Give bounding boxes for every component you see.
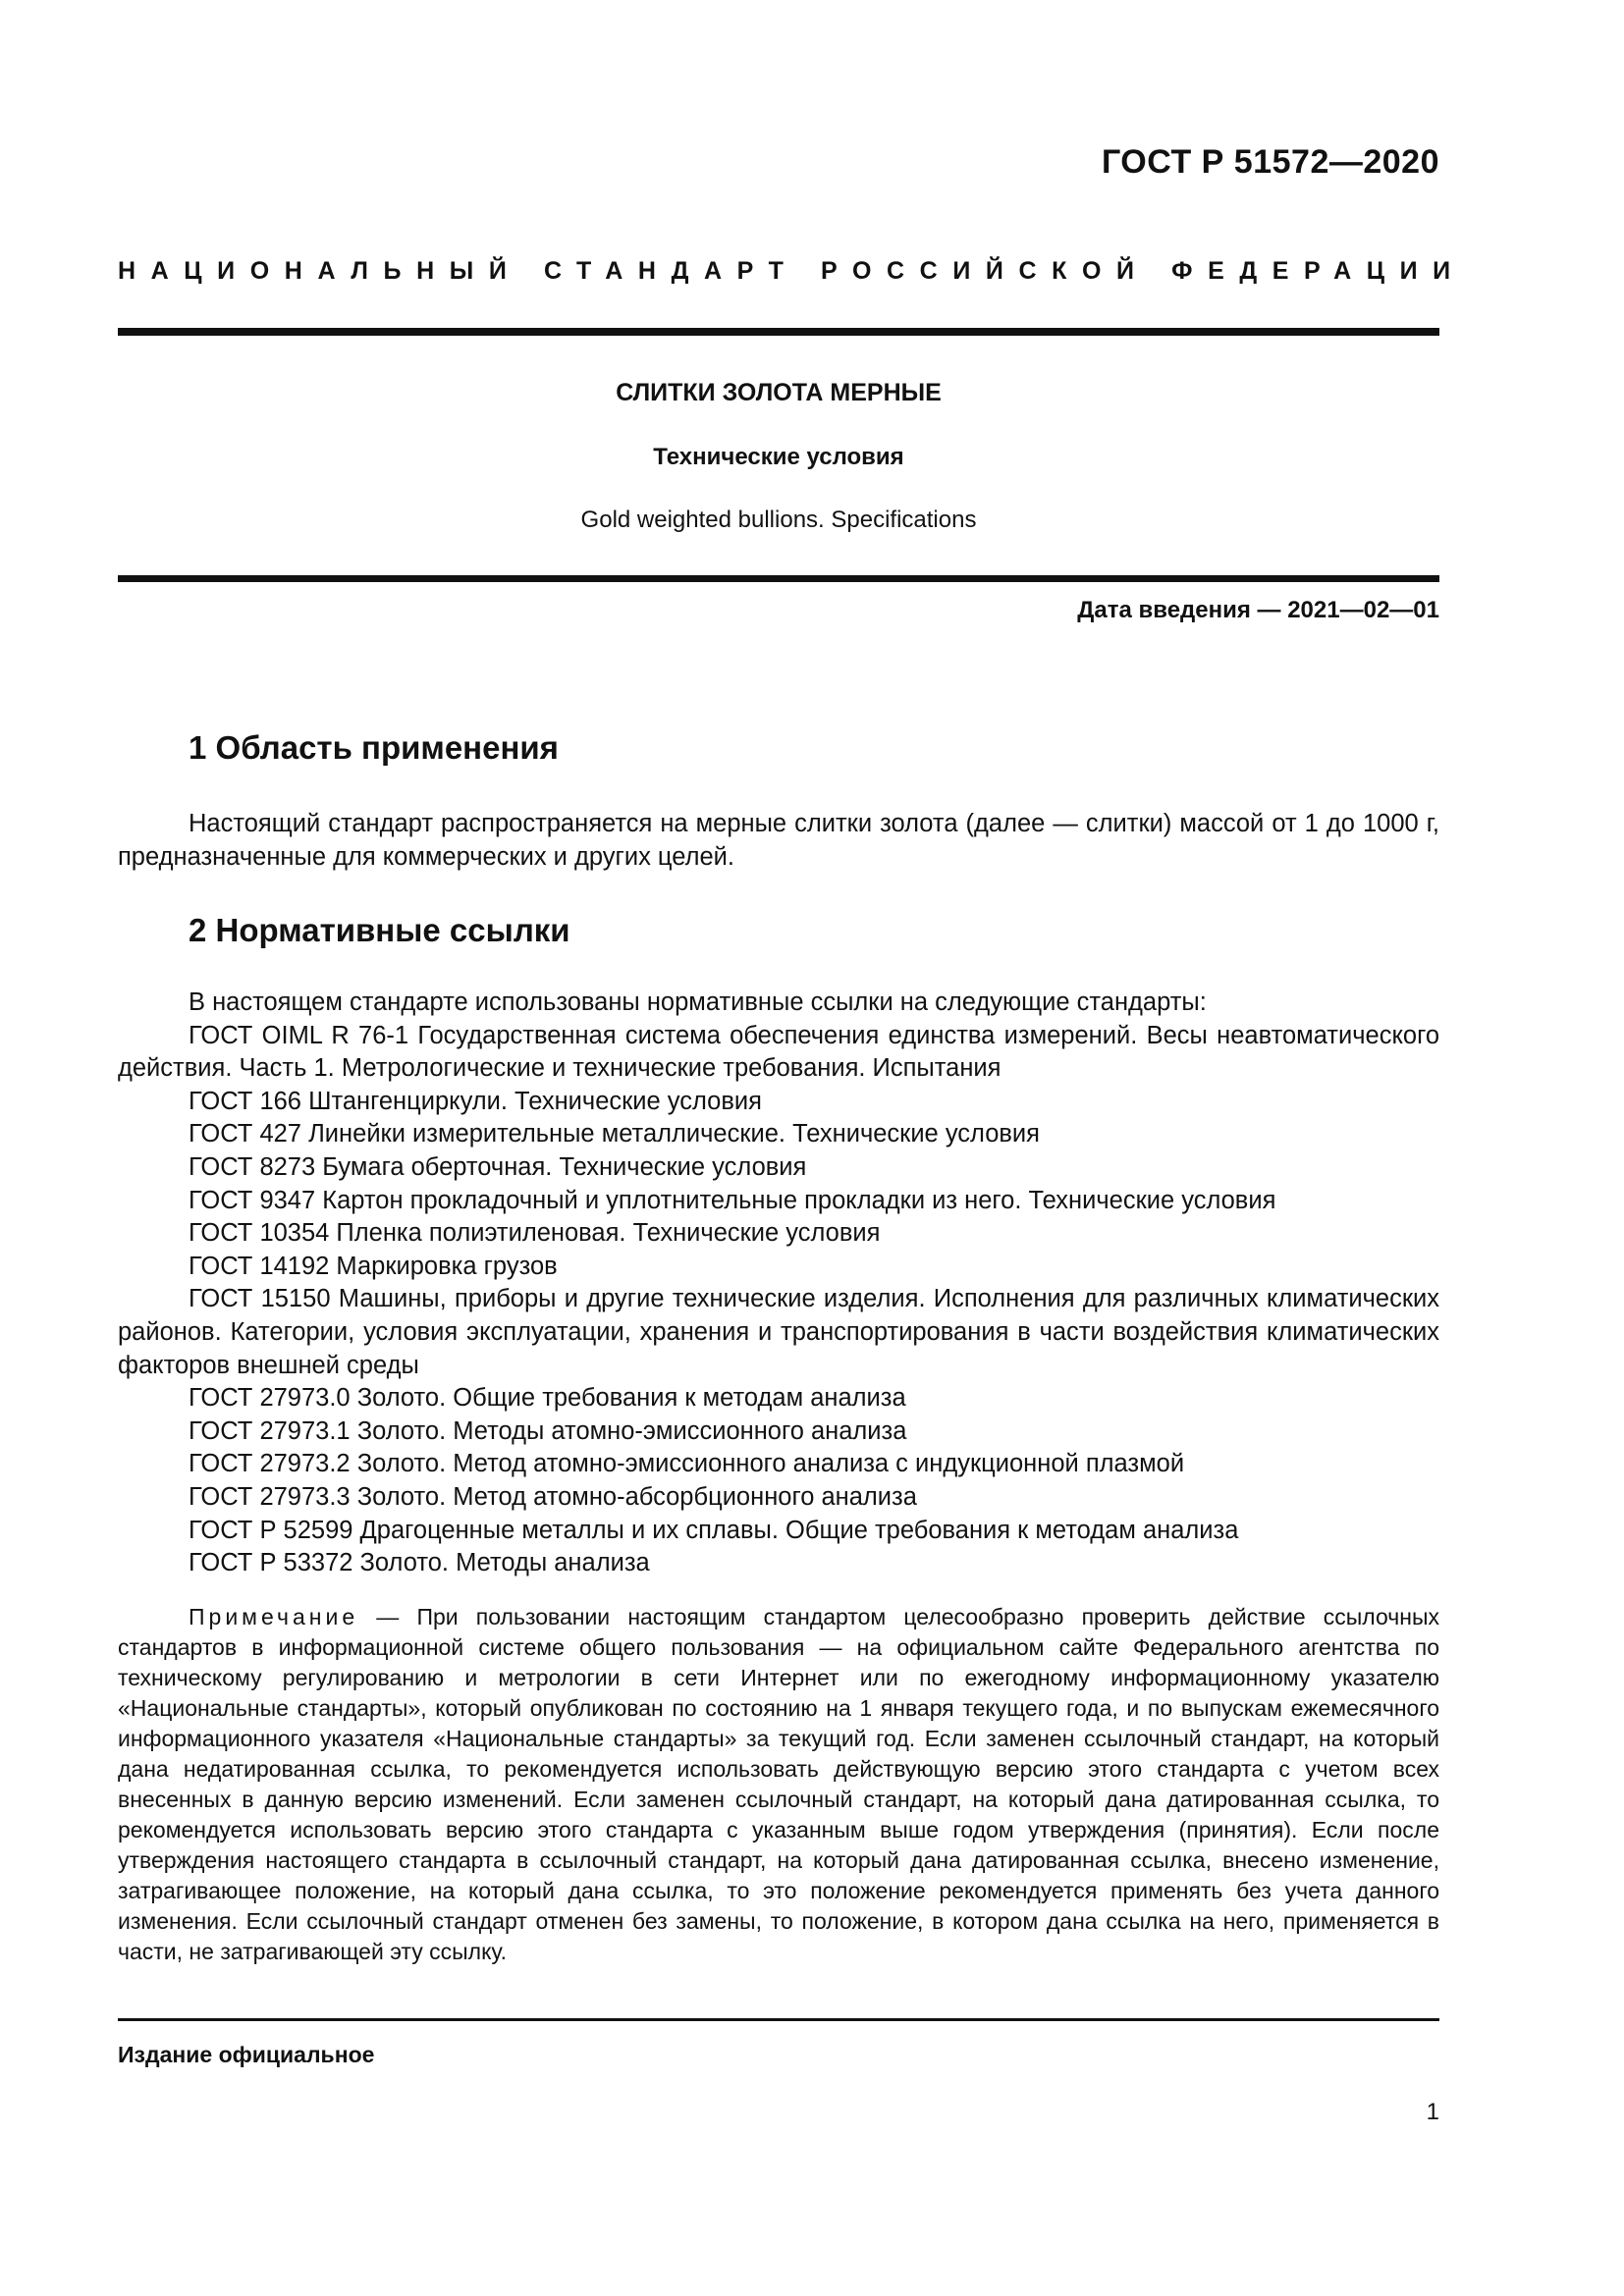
section-1-heading: 1 Область применения	[189, 729, 559, 766]
note-label: Примечание	[189, 1603, 359, 1629]
reference-note	[118, 1602, 1439, 1967]
national-standard-title-text: НАЦИОНАЛЬНЫЙ СТАНДАРТ РОССИЙСКОЙ ФЕДЕРАЦИИ	[118, 257, 1466, 285]
official-edition-label: Издание официальное	[118, 2042, 375, 2067]
reference-item: ГОСТ 8273 Бумага оберточная. Технические условия	[189, 1152, 807, 1181]
introduction-date: Дата введения — 2021—02—01	[1077, 597, 1439, 623]
reference-item: ГОСТ 27973.3 Золото. Метод атомно-абсорбционного анализа	[189, 1482, 917, 1511]
reference-item: ГОСТ 27973.2 Золото. Метод атомно-эмиссионного анализа с индукционной плазмой	[189, 1450, 1185, 1478]
page-number: 1	[1426, 2099, 1439, 2125]
reference-item: ГОСТ 10354 Пленка полиэтиленовая. Технические условия	[189, 1219, 881, 1248]
note-text: — При пользовании настоящим стандартом целесообразно проверить действие ссылочных стандартов в информационной системе общего пользования — на официальном сайте Федерального агентства по техническому регулированию и метрологии в сети Интернет или по ежегодному информационному указателю «Национальные стандарты», который опубликован по состоянию на 1 января текущего года, и по выпускам ежемесячного информационного указателя «Национальные стандарты» за текущий год. Если заменен ссылочный стандарт, на который дана недатированная ссылка, то рекомендуется использовать действующую версию этого стандарта с учетом всех внесенных в данную версию изменений. Если заменен ссылочный стандарт, на который дана датированная ссылка, то рекомендуется использовать версию этого стандарта с указанным выше годом утверждения (принятия). Если после утверждения настоящего стандарта в ссылочный стандарт, на который дана датированная ссылка, внесено изменение, затрагивающее положение, на который дана ссылка, то это положение рекомендуется применять без учета данного изменения. Если ссылочный стандарт отменен без замены, то положение, в котором дана ссылка на него, применяется в части, не затрагивающей эту ссылку.	[118, 1603, 1439, 1964]
standard-name: СЛИТКИ ЗОЛОТА МЕРНЫЕ	[616, 379, 942, 406]
reference-item: ГОСТ 15150 Машины, приборы и другие технические изделия. Исполнения для различных климатических районов. Категории, условия эксплуатации, хранения и транспортирования в части воздействия климатических факторов внешней среды	[118, 1285, 1439, 1379]
reference-item: ГОСТ 166 Штангенциркули. Технические условия	[189, 1087, 762, 1115]
reference-item: ГОСТ 9347 Картон прокладочный и уплотнительные прокладки из него. Технические условия	[189, 1186, 1276, 1214]
section-2-intro: В настоящем стандарте использованы нормативные ссылки на следующие стандарты:	[189, 988, 1207, 1016]
title-rule	[118, 575, 1439, 582]
reference-item: ГОСТ Р 52599 Драгоценные металлы и их сплавы. Общие требования к методам анализа	[189, 1516, 1239, 1544]
reference-item: ГОСТ Р 53372 Золото. Методы анализа	[189, 1549, 650, 1577]
document-body	[118, 724, 1439, 1967]
standard-subtitle: Технические условия	[653, 444, 904, 470]
standard-english-title: Gold weighted bullions. Specifications	[580, 507, 977, 533]
section-1-text: Настоящий стандарт распространяется на мерные слитки золота (далее — слитки) массой от 1 до 1000 г, предназначенные для коммерческих и других целей.	[118, 810, 1439, 871]
reference-item: ГОСТ 27973.1 Золото. Методы атомно-эмиссионного анализа	[189, 1416, 907, 1445]
reference-item: ГОСТ 27973.0 Золото. Общие требования к методам анализа	[189, 1384, 906, 1413]
document-code: ГОСТ Р 51572—2020	[1101, 143, 1439, 181]
reference-item: ГОСТ 427 Линейки измерительные металлические. Технические условия	[189, 1120, 1040, 1148]
footer-rule	[118, 2018, 1439, 2021]
national-standard-title	[118, 257, 1466, 286]
reference-item: ГОСТ 14192 Маркировка грузов	[189, 1252, 558, 1280]
header-rule	[118, 328, 1439, 336]
reference-item: ГОСТ OIML R 76-1 Государственная система обеспечения единства измерений. Весы неавтоматического действия. Часть 1. Метрологические и технические требования. Испытания	[118, 1021, 1439, 1083]
section-2-heading: 2 Нормативные ссылки	[189, 912, 570, 948]
